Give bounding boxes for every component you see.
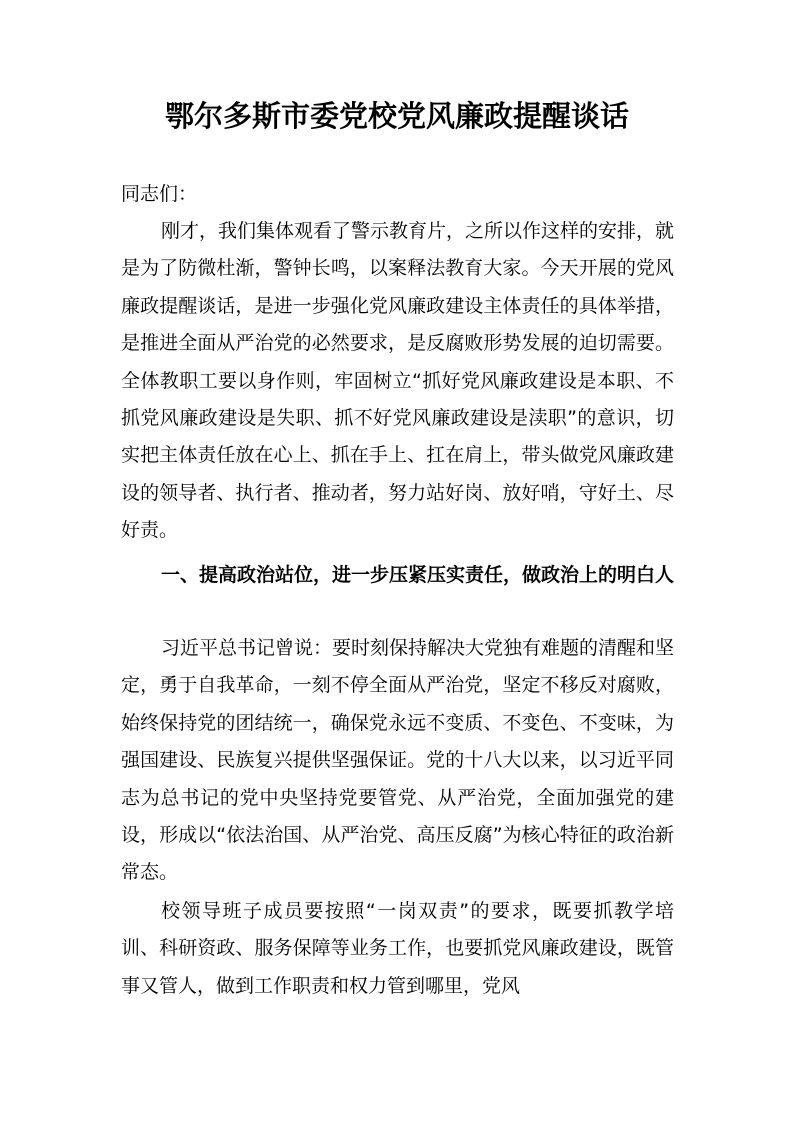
greeting: 同志们：: [121, 183, 198, 205]
paragraph-1: 刚才，我们集体观看了警示教育片，之所以作这样的安排，就是为了防微杜渐，警钟长鸣，以案释法教育大家。今天开展的党风廉政提醒谈话，是进一步强化党风廉政建设主体责任的具体举措，是推进全面从严治党的必然要求，是反腐败形势发展的迫切需要。全体教职工要以身作则，牢固树立“抓好党风廉政建设是本职、不抓党风廉政建设是失职、抓不好党风廉政建设是渎职”的意识，切实把主体责任放在心上、抓在手上、扛在肩上，带头做党风廉政建设的领导者、执行者、推动者，努力站好岗、放好哨，守好土、尽好责。: [121, 220, 675, 542]
paragraph-3: 校领导班子成员要按照“一岗双责”的要求，既要抓教学培训、科研资政、服务保障等业务工作，也要抓党风廉政建设，既管事又管人，做到工作职责和权力管到哪里，党风: [121, 900, 674, 997]
document-title: 鄂尔多斯市委党校党风廉政提醒谈话: [164, 99, 629, 133]
paragraph-2: 习近平总书记曾说：要时刻保持解决大党独有难题的清醒和坚定，勇于自我革命，一刻不停全面从严治党，坚定不移反对腐败，始终保持党的团结统一，确保党永远不变质、不变色、不变味，为强国建设、民族复兴提供坚强保证。党的十八大以来，以习近平同志为总书记的党中央坚持党要管党、从严治党，全面加强党的建设，形成以“依法治国、从严治党、高压反腐”为核心特征的政治新常态。: [121, 637, 675, 884]
section-heading-1: 一、提高政治站位，进一步压紧压实责任，做政治上的明白人: [161, 564, 675, 586]
